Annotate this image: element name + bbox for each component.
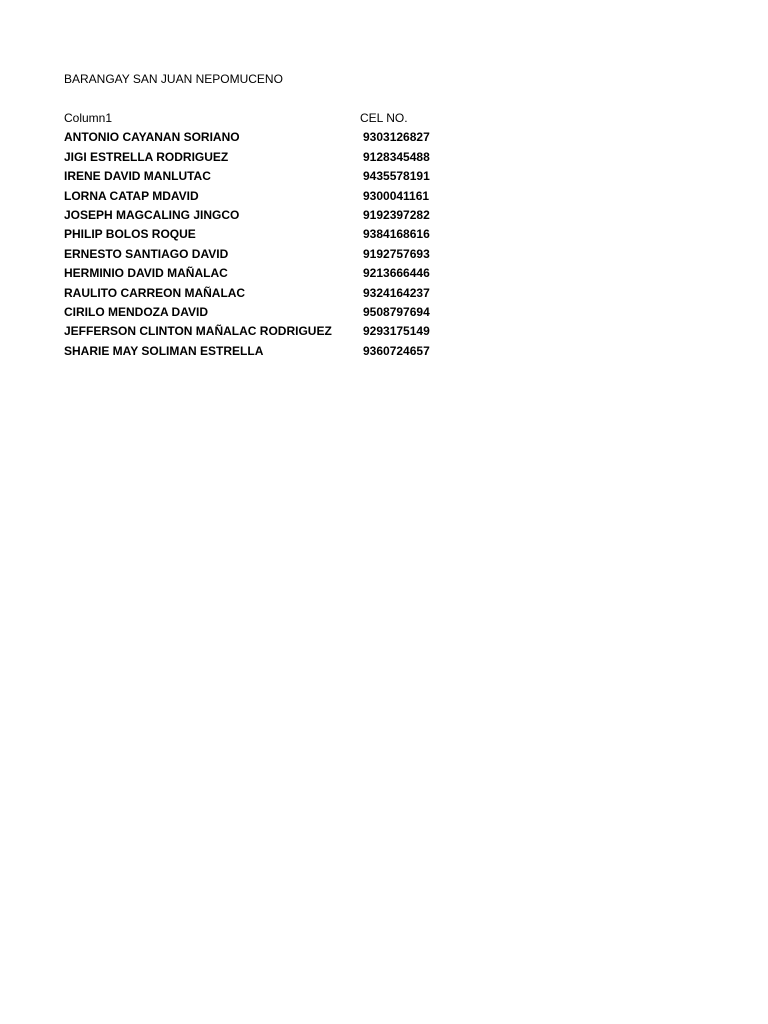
column-header-cel: CEL NO. [360, 111, 408, 125]
table-row [64, 322, 484, 341]
cell-name: PHILIP BOLOS ROQUE [64, 227, 196, 242]
cell-name: HERMINIO DAVID MAÑALAC [64, 266, 228, 281]
table-row [64, 303, 484, 322]
cell-cel: 9192397282 [363, 207, 430, 222]
column-header-name: Column1 [64, 111, 113, 125]
cell-cel: 9293175149 [363, 324, 430, 339]
table-row [64, 206, 484, 225]
cell-cel: 9128345488 [363, 149, 430, 164]
cell-name: RAULITO CARREON MAÑALAC [64, 285, 246, 300]
table-row [64, 284, 484, 303]
cell-name: ANTONIO CAYANAN SORIANO [64, 130, 240, 145]
table-row [64, 187, 484, 206]
cell-name: ERNESTO SANTIAGO DAVID [64, 246, 229, 261]
cell-name: JOSEPH MAGCALING JINGCO [64, 207, 240, 222]
table-row [64, 342, 484, 361]
cell-name: JEFFERSON CLINTON MAÑALAC RODRIGUEZ [64, 324, 332, 339]
cell-name: JIGI ESTRELLA RODRIGUEZ [64, 149, 229, 164]
table-header-row [64, 109, 484, 128]
table-row [64, 167, 484, 186]
table-row [64, 225, 484, 244]
cell-cel: 9303126827 [363, 130, 430, 145]
cell-cel: 9360724657 [363, 343, 430, 358]
cell-cel: 9192757693 [363, 246, 430, 261]
table-row [64, 128, 484, 147]
table-row [64, 148, 484, 167]
cell-cel: 9384168616 [363, 227, 430, 242]
cell-cel: 9435578191 [363, 169, 430, 184]
cell-cel: 9300041161 [363, 188, 430, 203]
table-row [64, 264, 484, 283]
cell-name: CIRILO MENDOZA DAVID [64, 304, 208, 319]
cell-cel: 9508797694 [363, 304, 430, 319]
cell-cel: 9324164237 [363, 285, 430, 300]
contact-table [64, 109, 484, 361]
document-title: BARANGAY SAN JUAN NEPOMUCENO [64, 72, 283, 86]
table-row [64, 245, 484, 264]
cell-name: IRENE DAVID MANLUTAC [64, 169, 211, 184]
cell-name: SHARIE MAY SOLIMAN ESTRELLA [64, 343, 264, 358]
cell-name: LORNA CATAP MDAVID [64, 188, 199, 203]
cell-cel: 9213666446 [363, 266, 430, 281]
